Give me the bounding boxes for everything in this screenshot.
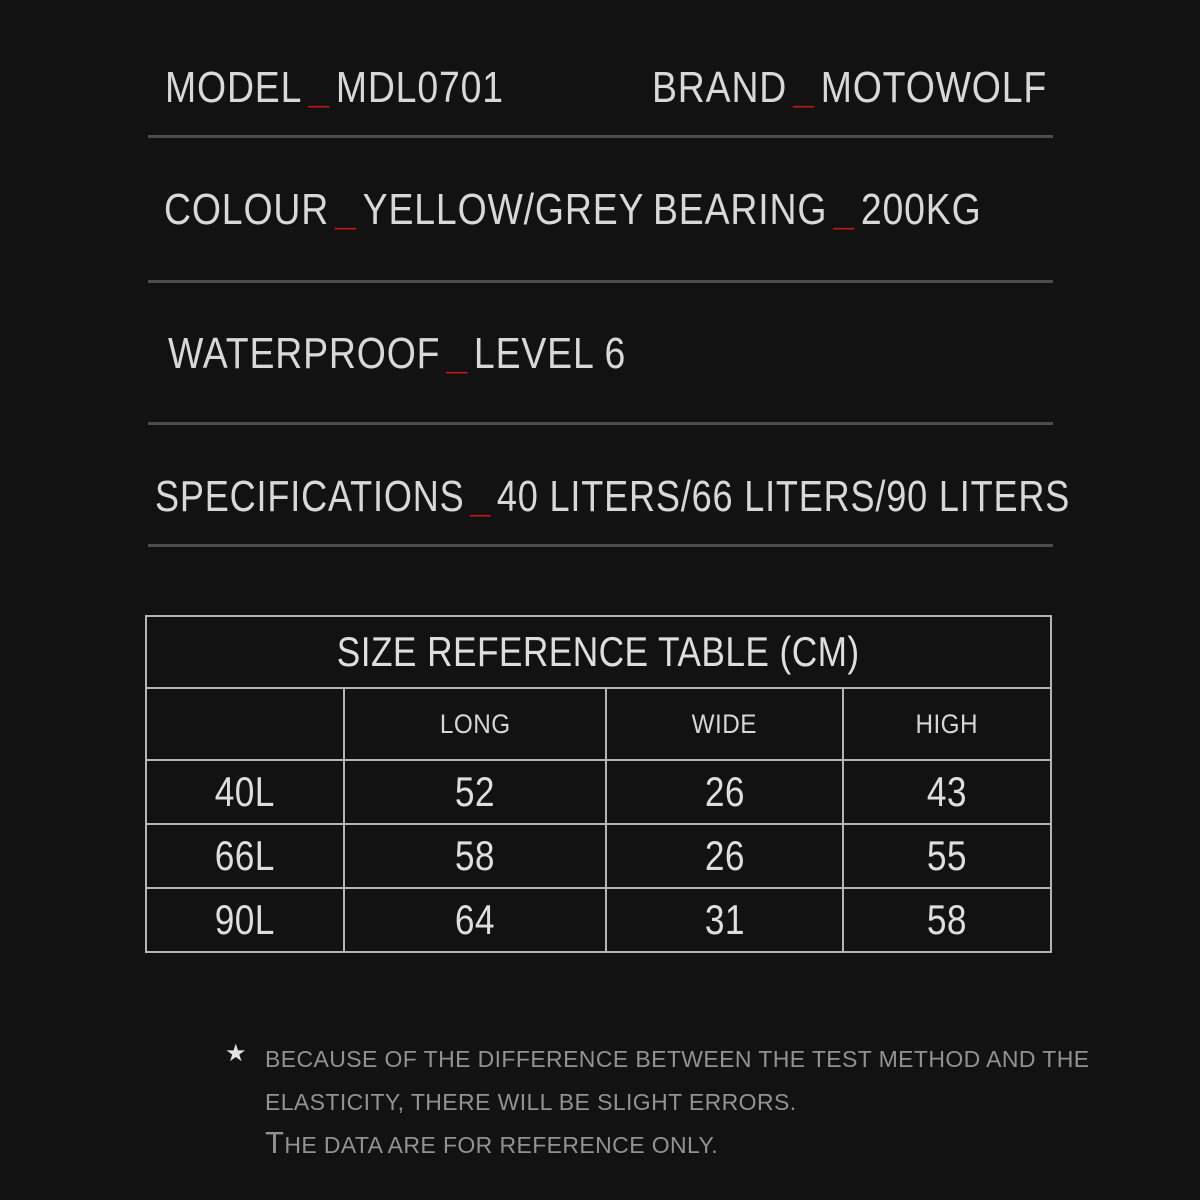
spec-value: 40 LITERS/66 LITERS/90 LITERS bbox=[496, 472, 1071, 521]
table-header-row bbox=[146, 688, 1051, 760]
table-title: SIZE REFERENCE TABLE (CM) bbox=[337, 628, 860, 675]
spec-value: LEVEL 6 bbox=[473, 329, 627, 378]
footnote-line: ELASTICITY, THERE WILL BE SLIGHT ERRORS. bbox=[265, 1089, 797, 1115]
spec-value: YELLOW/GREY bbox=[362, 185, 645, 234]
star-icon: ★ bbox=[225, 1040, 247, 1067]
spec-brand bbox=[652, 63, 1048, 112]
table-title-cell bbox=[146, 616, 1051, 688]
red-underscore: _ bbox=[308, 63, 330, 112]
spec-specifications bbox=[155, 472, 1071, 521]
row-label: 66L bbox=[146, 824, 344, 888]
cell-long: 58 bbox=[344, 824, 606, 888]
divider bbox=[148, 280, 1053, 283]
spec-waterproof bbox=[168, 329, 627, 378]
red-underscore: _ bbox=[833, 185, 855, 234]
red-underscore: _ bbox=[470, 472, 492, 521]
cell-long: 52 bbox=[344, 760, 606, 824]
spec-label: WATERPROOF bbox=[168, 329, 441, 378]
spec-value: MDL0701 bbox=[335, 63, 504, 112]
row-label: 90L bbox=[146, 888, 344, 952]
footnote-line: BECAUSE OF THE DIFFERENCE BETWEEN THE TEST METHOD AND THE bbox=[265, 1046, 1090, 1072]
divider bbox=[148, 422, 1053, 425]
red-underscore: _ bbox=[446, 329, 468, 378]
cell-long: 64 bbox=[344, 888, 606, 952]
red-underscore: _ bbox=[335, 185, 357, 234]
table-row-90l bbox=[146, 888, 1051, 952]
spec-bearing bbox=[653, 185, 982, 234]
table-row-40l bbox=[146, 760, 1051, 824]
footnote-line: THE DATA ARE FOR REFERENCE ONLY. bbox=[265, 1125, 719, 1160]
cell-wide: 26 bbox=[606, 824, 843, 888]
spec-value: 200KG bbox=[860, 185, 982, 234]
column-header-long: LONG bbox=[344, 688, 606, 760]
column-header-wide: WIDE bbox=[606, 688, 843, 760]
table-title-row bbox=[146, 616, 1051, 688]
red-underscore: _ bbox=[793, 63, 815, 112]
cell-high: 43 bbox=[843, 760, 1051, 824]
divider bbox=[148, 544, 1053, 547]
cell-wide: 31 bbox=[606, 888, 843, 952]
spec-label: BEARING bbox=[653, 185, 828, 234]
spec-label: COLOUR bbox=[164, 185, 330, 234]
table-corner-cell bbox=[146, 688, 344, 760]
cell-wide: 26 bbox=[606, 760, 843, 824]
row-label: 40L bbox=[146, 760, 344, 824]
spec-model bbox=[165, 63, 504, 112]
cell-high: 58 bbox=[843, 888, 1051, 952]
size-reference-table bbox=[145, 615, 1052, 953]
spec-label: SPECIFICATIONS bbox=[155, 472, 465, 521]
divider bbox=[148, 135, 1053, 138]
spec-value: MOTOWOLF bbox=[820, 63, 1048, 112]
spec-label: BRAND bbox=[652, 63, 788, 112]
spec-colour bbox=[164, 185, 645, 234]
cell-high: 55 bbox=[843, 824, 1051, 888]
spec-label: MODEL bbox=[165, 63, 303, 112]
table-row-66l bbox=[146, 824, 1051, 888]
column-header-high: HIGH bbox=[843, 688, 1051, 760]
